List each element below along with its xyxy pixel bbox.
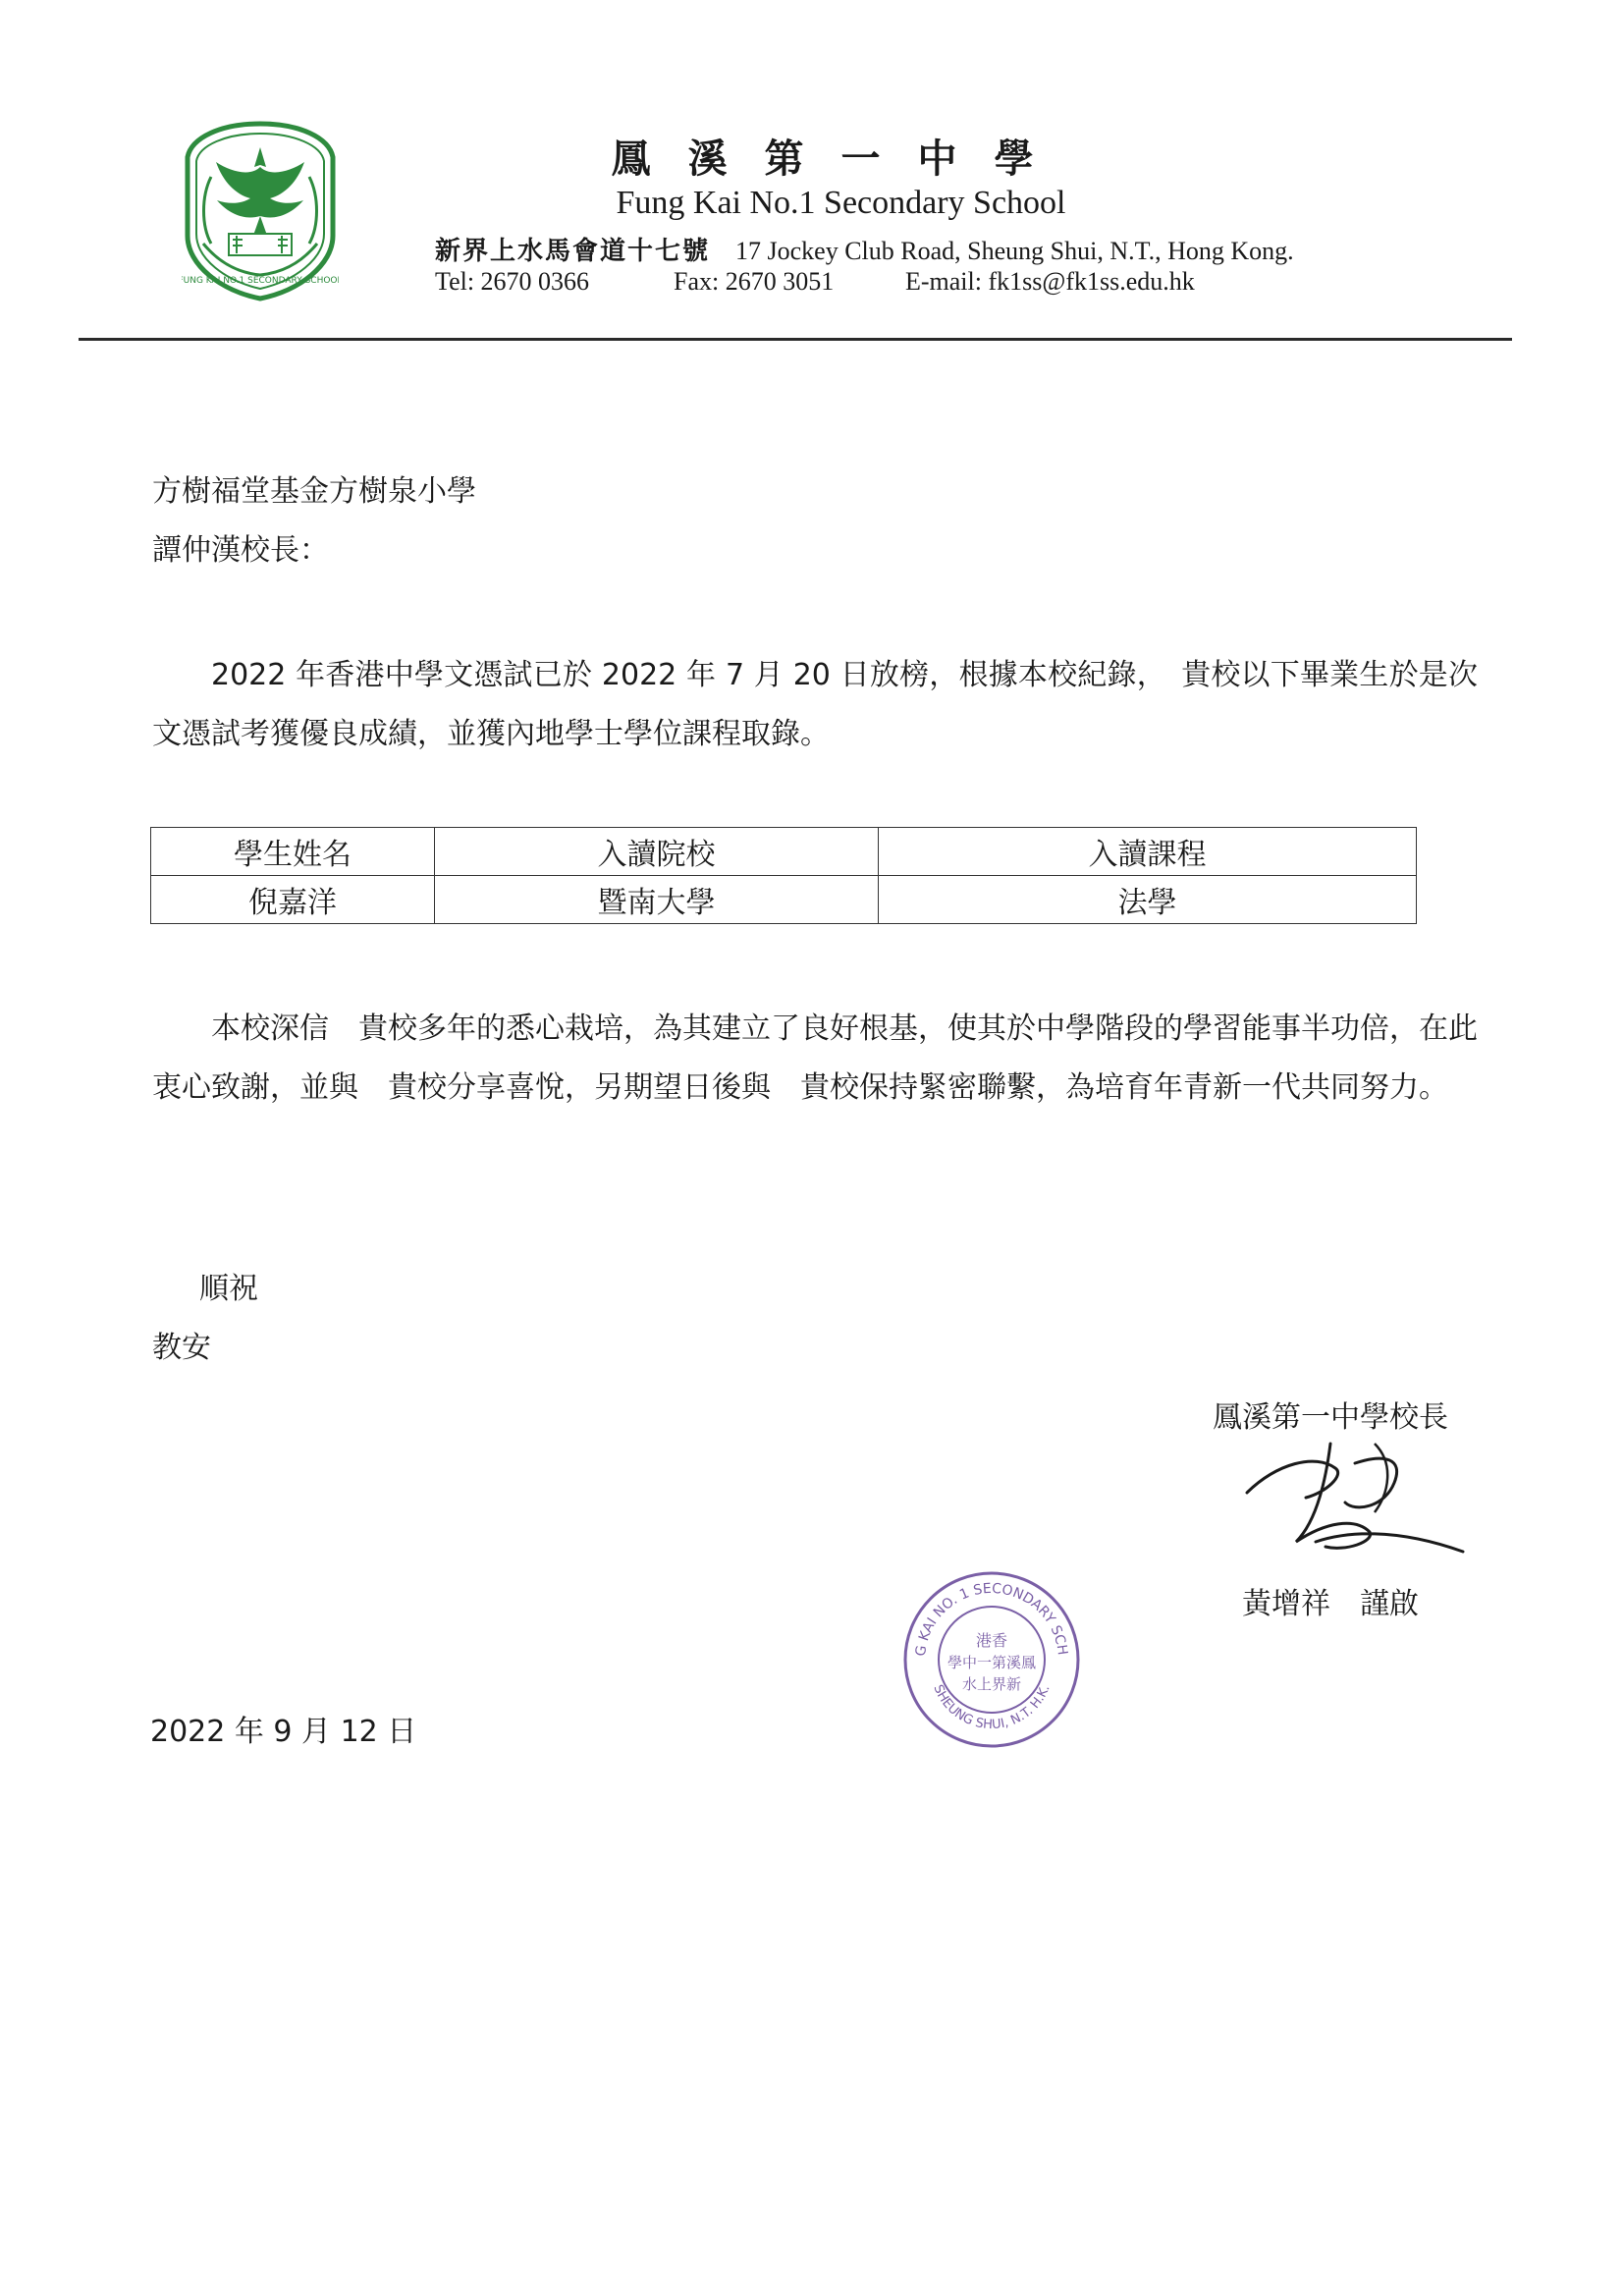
logo-text: FUNG KAI NO.1 SECONDARY SCHOOL [182,276,339,286]
table-header-row [151,828,1417,876]
school-seal-stamp [901,1569,1082,1750]
recipient-principal: 譚仲漢校長： [152,533,329,568]
closing-greeting-2: 教安 [152,1331,211,1365]
school-name-chinese: 鳳溪第一中學 [611,136,1071,182]
header-institution: 入讀院校 [435,828,879,876]
letter-paragraph-1 [152,646,1478,764]
contact-line [435,267,1195,297]
fax: Fax: 2670 3051 [674,267,835,296]
table-row [151,876,1417,924]
signer-name: 黃增祥 謹啟 [1242,1587,1419,1621]
cell-programme: 法學 [879,876,1417,924]
stamp-bottom-text: SHEUNG SHUI, N.T. H.K. [930,1682,1054,1733]
stamp-inner-line-1: 港香 [975,1631,1008,1650]
letter-paragraph-2 [152,1000,1478,1118]
signer-title: 鳳溪第一中學校長 [1213,1400,1448,1435]
recipient-school: 方樹福堂基金方樹泉小學 [152,474,476,509]
header-divider [79,338,1512,341]
email: E-mail: fk1ss@fk1ss.edu.hk [905,267,1195,296]
letter-date: 2022 年 9 月 12 日 [150,1715,417,1749]
paragraph-2-text: 本校深信 貴校多年的悉心栽培，為其建立了良好根基，使其於中學階段的學習能事半功倍，在此衷心致謝，並與 貴校分享喜悅，另期望日後與 貴校保持緊密聯繫，為培育年青新一代共同努力。 [152,1011,1478,1105]
telephone: Tel: 2670 0366 [435,267,590,296]
address-english: 17 Jockey Club Road, Sheung Shui, N.T., Hong Kong. [735,237,1294,265]
school-address [435,231,1294,267]
header-student-name: 學生姓名 [151,828,435,876]
stamp-ring-text: G KAI NO. 1 SECONDARY SCH [912,1580,1070,1658]
paragraph-1-text: 2022 年香港中學文憑試已於 2022 年 7 月 20 日放榜，根據本校紀錄， 貴校以下畢業生於是次文憑試考獲優良成績，並獲內地學士學位課程取錄。 [152,658,1478,751]
stamp-inner-line-3: 水上界新 [961,1675,1022,1693]
handwritten-signature [1237,1424,1483,1581]
admission-table [150,827,1417,924]
school-name-english: Fung Kai No.1 Secondary School [616,185,1066,221]
cell-student-name: 倪嘉洋 [151,876,435,924]
cell-institution: 暨南大學 [435,876,879,924]
address-chinese: 新界上水馬會道十七號 [435,237,711,265]
header-programme: 入讀課程 [879,828,1417,876]
closing-greeting-1: 順祝 [199,1272,258,1306]
stamp-inner-line-2: 學中一第溪鳳 [947,1654,1037,1671]
